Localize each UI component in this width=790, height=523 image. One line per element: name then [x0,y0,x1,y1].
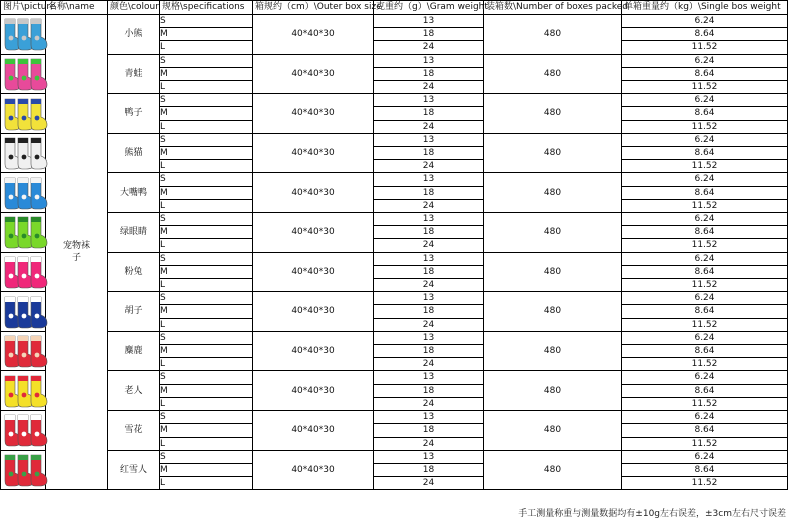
size-cell: L [160,239,253,252]
box-size-cell: 40*40*30 [253,94,374,134]
size-cell: S [160,173,253,186]
boxes-packed-cell: 480 [484,15,622,55]
gram-weight-cell: 24 [374,477,484,490]
box-size-cell: 40*40*30 [253,15,374,55]
size-cell: M [160,463,253,476]
gram-weight-cell: 18 [374,107,484,120]
size-cell: M [160,147,253,160]
header-picture: 图片\picture [1,1,46,15]
single-weight-cell: 6.24 [622,173,788,186]
size-cell: L [160,279,253,292]
gram-weight-cell: 13 [374,173,484,186]
box-size-cell: 40*40*30 [253,292,374,332]
box-size-cell: 40*40*30 [253,411,374,451]
table-row [1,292,788,305]
single-weight-cell: 11.52 [622,41,788,54]
single-weight-cell: 8.64 [622,67,788,80]
colour-cell: 小熊 [108,15,160,55]
size-cell: L [160,81,253,94]
single-weight-cell: 8.64 [622,265,788,278]
single-weight-cell: 6.24 [622,331,788,344]
sock-image-icon [1,333,53,369]
size-cell: S [160,252,253,265]
size-cell: S [160,331,253,344]
picture-cell [1,133,46,173]
gram-weight-cell: 24 [374,318,484,331]
gram-weight-cell: 24 [374,239,484,252]
gram-weight-cell: 24 [374,397,484,410]
single-weight-cell: 11.52 [622,239,788,252]
single-weight-cell: 11.52 [622,397,788,410]
header-spec: 规格\specifications [160,1,253,15]
table-row [1,252,788,265]
size-cell: M [160,67,253,80]
gram-weight-cell: 18 [374,226,484,239]
sock-image-icon [1,175,53,211]
table-row [1,173,788,186]
picture-cell [1,331,46,371]
single-weight-cell: 6.24 [622,411,788,424]
single-weight-cell: 8.64 [622,345,788,358]
header-colour: 颜色\colour [108,1,160,15]
size-cell: L [160,358,253,371]
size-cell: L [160,41,253,54]
single-weight-cell: 11.52 [622,120,788,133]
gram-weight-cell: 13 [374,252,484,265]
gram-weight-cell: 24 [374,279,484,292]
single-weight-cell: 11.52 [622,437,788,450]
box-size-cell: 40*40*30 [253,450,374,490]
gram-weight-cell: 18 [374,28,484,41]
gram-weight-cell: 24 [374,437,484,450]
table-row [1,133,788,146]
single-weight-cell: 6.24 [622,15,788,28]
sock-image-icon [1,254,53,290]
gram-weight-cell: 24 [374,81,484,94]
single-weight-cell: 11.52 [622,279,788,292]
size-cell: S [160,371,253,384]
boxes-packed-cell: 480 [484,173,622,213]
size-cell: M [160,107,253,120]
single-weight-cell: 6.24 [622,371,788,384]
size-cell: M [160,305,253,318]
box-size-cell: 40*40*30 [253,173,374,213]
sock-image-icon [1,373,53,409]
size-cell: M [160,186,253,199]
single-weight-cell: 11.52 [622,358,788,371]
size-cell: M [160,265,253,278]
size-cell: L [160,477,253,490]
picture-cell [1,54,46,94]
colour-cell: 青蛙 [108,54,160,94]
table-row [1,331,788,344]
boxes-packed-cell: 480 [484,94,622,134]
size-cell: M [160,28,253,41]
product-name-cell: 宠物袜子 [46,15,108,490]
single-weight-cell: 8.64 [622,305,788,318]
single-weight-cell: 6.24 [622,94,788,107]
header-single-weight: 单箱重量约（kg）\Single bos weight [622,1,788,15]
box-size-cell: 40*40*30 [253,54,374,94]
boxes-packed-cell: 480 [484,213,622,253]
colour-cell: 熊猫 [108,133,160,173]
table-row [1,411,788,424]
header-boxes-packed: 装箱数\Number of boxes packed [484,1,622,15]
single-weight-cell: 11.52 [622,477,788,490]
picture-cell [1,173,46,213]
size-cell: S [160,15,253,28]
colour-cell: 雪花 [108,411,160,451]
single-weight-cell: 8.64 [622,463,788,476]
single-weight-cell: 11.52 [622,160,788,173]
table-row [1,371,788,384]
table-row [1,54,788,67]
colour-cell: 红雪人 [108,450,160,490]
sock-image-icon [1,96,53,132]
table-row [1,213,788,226]
size-cell: S [160,133,253,146]
single-weight-cell: 6.24 [622,292,788,305]
boxes-packed-cell: 480 [484,133,622,173]
size-cell: M [160,384,253,397]
size-cell: L [160,120,253,133]
gram-weight-cell: 24 [374,41,484,54]
colour-cell: 老人 [108,371,160,411]
size-cell: L [160,199,253,212]
boxes-packed-cell: 480 [484,331,622,371]
gram-weight-cell: 13 [374,450,484,463]
gram-weight-cell: 13 [374,331,484,344]
boxes-packed-cell: 480 [484,54,622,94]
header-box-size: 箱规约（cm）\Outer box size [253,1,374,15]
gram-weight-cell: 13 [374,15,484,28]
picture-cell [1,371,46,411]
single-weight-cell: 11.52 [622,318,788,331]
single-weight-cell: 6.24 [622,133,788,146]
single-weight-cell: 6.24 [622,213,788,226]
size-cell: M [160,226,253,239]
gram-weight-cell: 18 [374,265,484,278]
boxes-packed-cell: 480 [484,411,622,451]
size-cell: L [160,160,253,173]
gram-weight-cell: 18 [374,463,484,476]
gram-weight-cell: 18 [374,67,484,80]
header-name: 名称\name [46,1,108,15]
measurement-note: 手工测量称重与测量数据均有±10g左右误差，±3cm左右尺寸误差 [518,509,786,519]
gram-weight-cell: 13 [374,371,484,384]
box-size-cell: 40*40*30 [253,252,374,292]
gram-weight-cell: 18 [374,384,484,397]
single-weight-cell: 8.64 [622,226,788,239]
size-cell: M [160,345,253,358]
table-row [1,94,788,107]
table-row [1,450,788,463]
sock-image-icon [1,412,53,448]
gram-weight-cell: 13 [374,54,484,67]
single-weight-cell: 8.64 [622,147,788,160]
box-size-cell: 40*40*30 [253,371,374,411]
single-weight-cell: 8.64 [622,384,788,397]
gram-weight-cell: 13 [374,133,484,146]
gram-weight-cell: 24 [374,358,484,371]
gram-weight-cell: 24 [374,199,484,212]
boxes-packed-cell: 480 [484,371,622,411]
size-cell: S [160,54,253,67]
box-size-cell: 40*40*30 [253,213,374,253]
picture-cell [1,450,46,490]
single-weight-cell: 11.52 [622,81,788,94]
gram-weight-cell: 13 [374,94,484,107]
colour-cell: 粉兔 [108,252,160,292]
gram-weight-cell: 18 [374,147,484,160]
boxes-packed-cell: 480 [484,292,622,332]
boxes-packed-cell: 480 [484,252,622,292]
sock-image-icon [1,214,53,250]
gram-weight-cell: 18 [374,305,484,318]
picture-cell [1,411,46,451]
size-cell: S [160,450,253,463]
picture-cell [1,292,46,332]
box-size-cell: 40*40*30 [253,133,374,173]
single-weight-cell: 11.52 [622,199,788,212]
picture-cell [1,213,46,253]
gram-weight-cell: 18 [374,424,484,437]
table-row [1,15,788,28]
gram-weight-cell: 18 [374,345,484,358]
header-gram-weight: 克重约（g）\Gram weight [374,1,484,15]
size-cell: S [160,411,253,424]
header-row [1,1,788,15]
gram-weight-cell: 13 [374,292,484,305]
single-weight-cell: 6.24 [622,252,788,265]
gram-weight-cell: 18 [374,186,484,199]
gram-weight-cell: 13 [374,213,484,226]
gram-weight-cell: 24 [374,120,484,133]
single-weight-cell: 6.24 [622,450,788,463]
colour-cell: 鸭子 [108,94,160,134]
size-cell: S [160,292,253,305]
colour-cell: 绿眼睛 [108,213,160,253]
size-cell: L [160,318,253,331]
sock-image-icon [1,294,53,330]
size-cell: S [160,94,253,107]
box-size-cell: 40*40*30 [253,331,374,371]
colour-cell: 大嘴鸭 [108,173,160,213]
boxes-packed-cell: 480 [484,450,622,490]
single-weight-cell: 8.64 [622,107,788,120]
single-weight-cell: 8.64 [622,28,788,41]
picture-cell [1,94,46,134]
sock-image-icon [1,56,53,92]
single-weight-cell: 6.24 [622,54,788,67]
size-cell: S [160,213,253,226]
picture-cell [1,15,46,55]
size-cell: L [160,397,253,410]
single-weight-cell: 8.64 [622,424,788,437]
size-cell: M [160,424,253,437]
sock-image-icon [1,135,53,171]
single-weight-cell: 8.64 [622,186,788,199]
colour-cell: 麋鹿 [108,331,160,371]
gram-weight-cell: 24 [374,160,484,173]
size-cell: L [160,437,253,450]
sock-image-icon [1,452,53,488]
gram-weight-cell: 13 [374,411,484,424]
picture-cell [1,252,46,292]
colour-cell: 胡子 [108,292,160,332]
